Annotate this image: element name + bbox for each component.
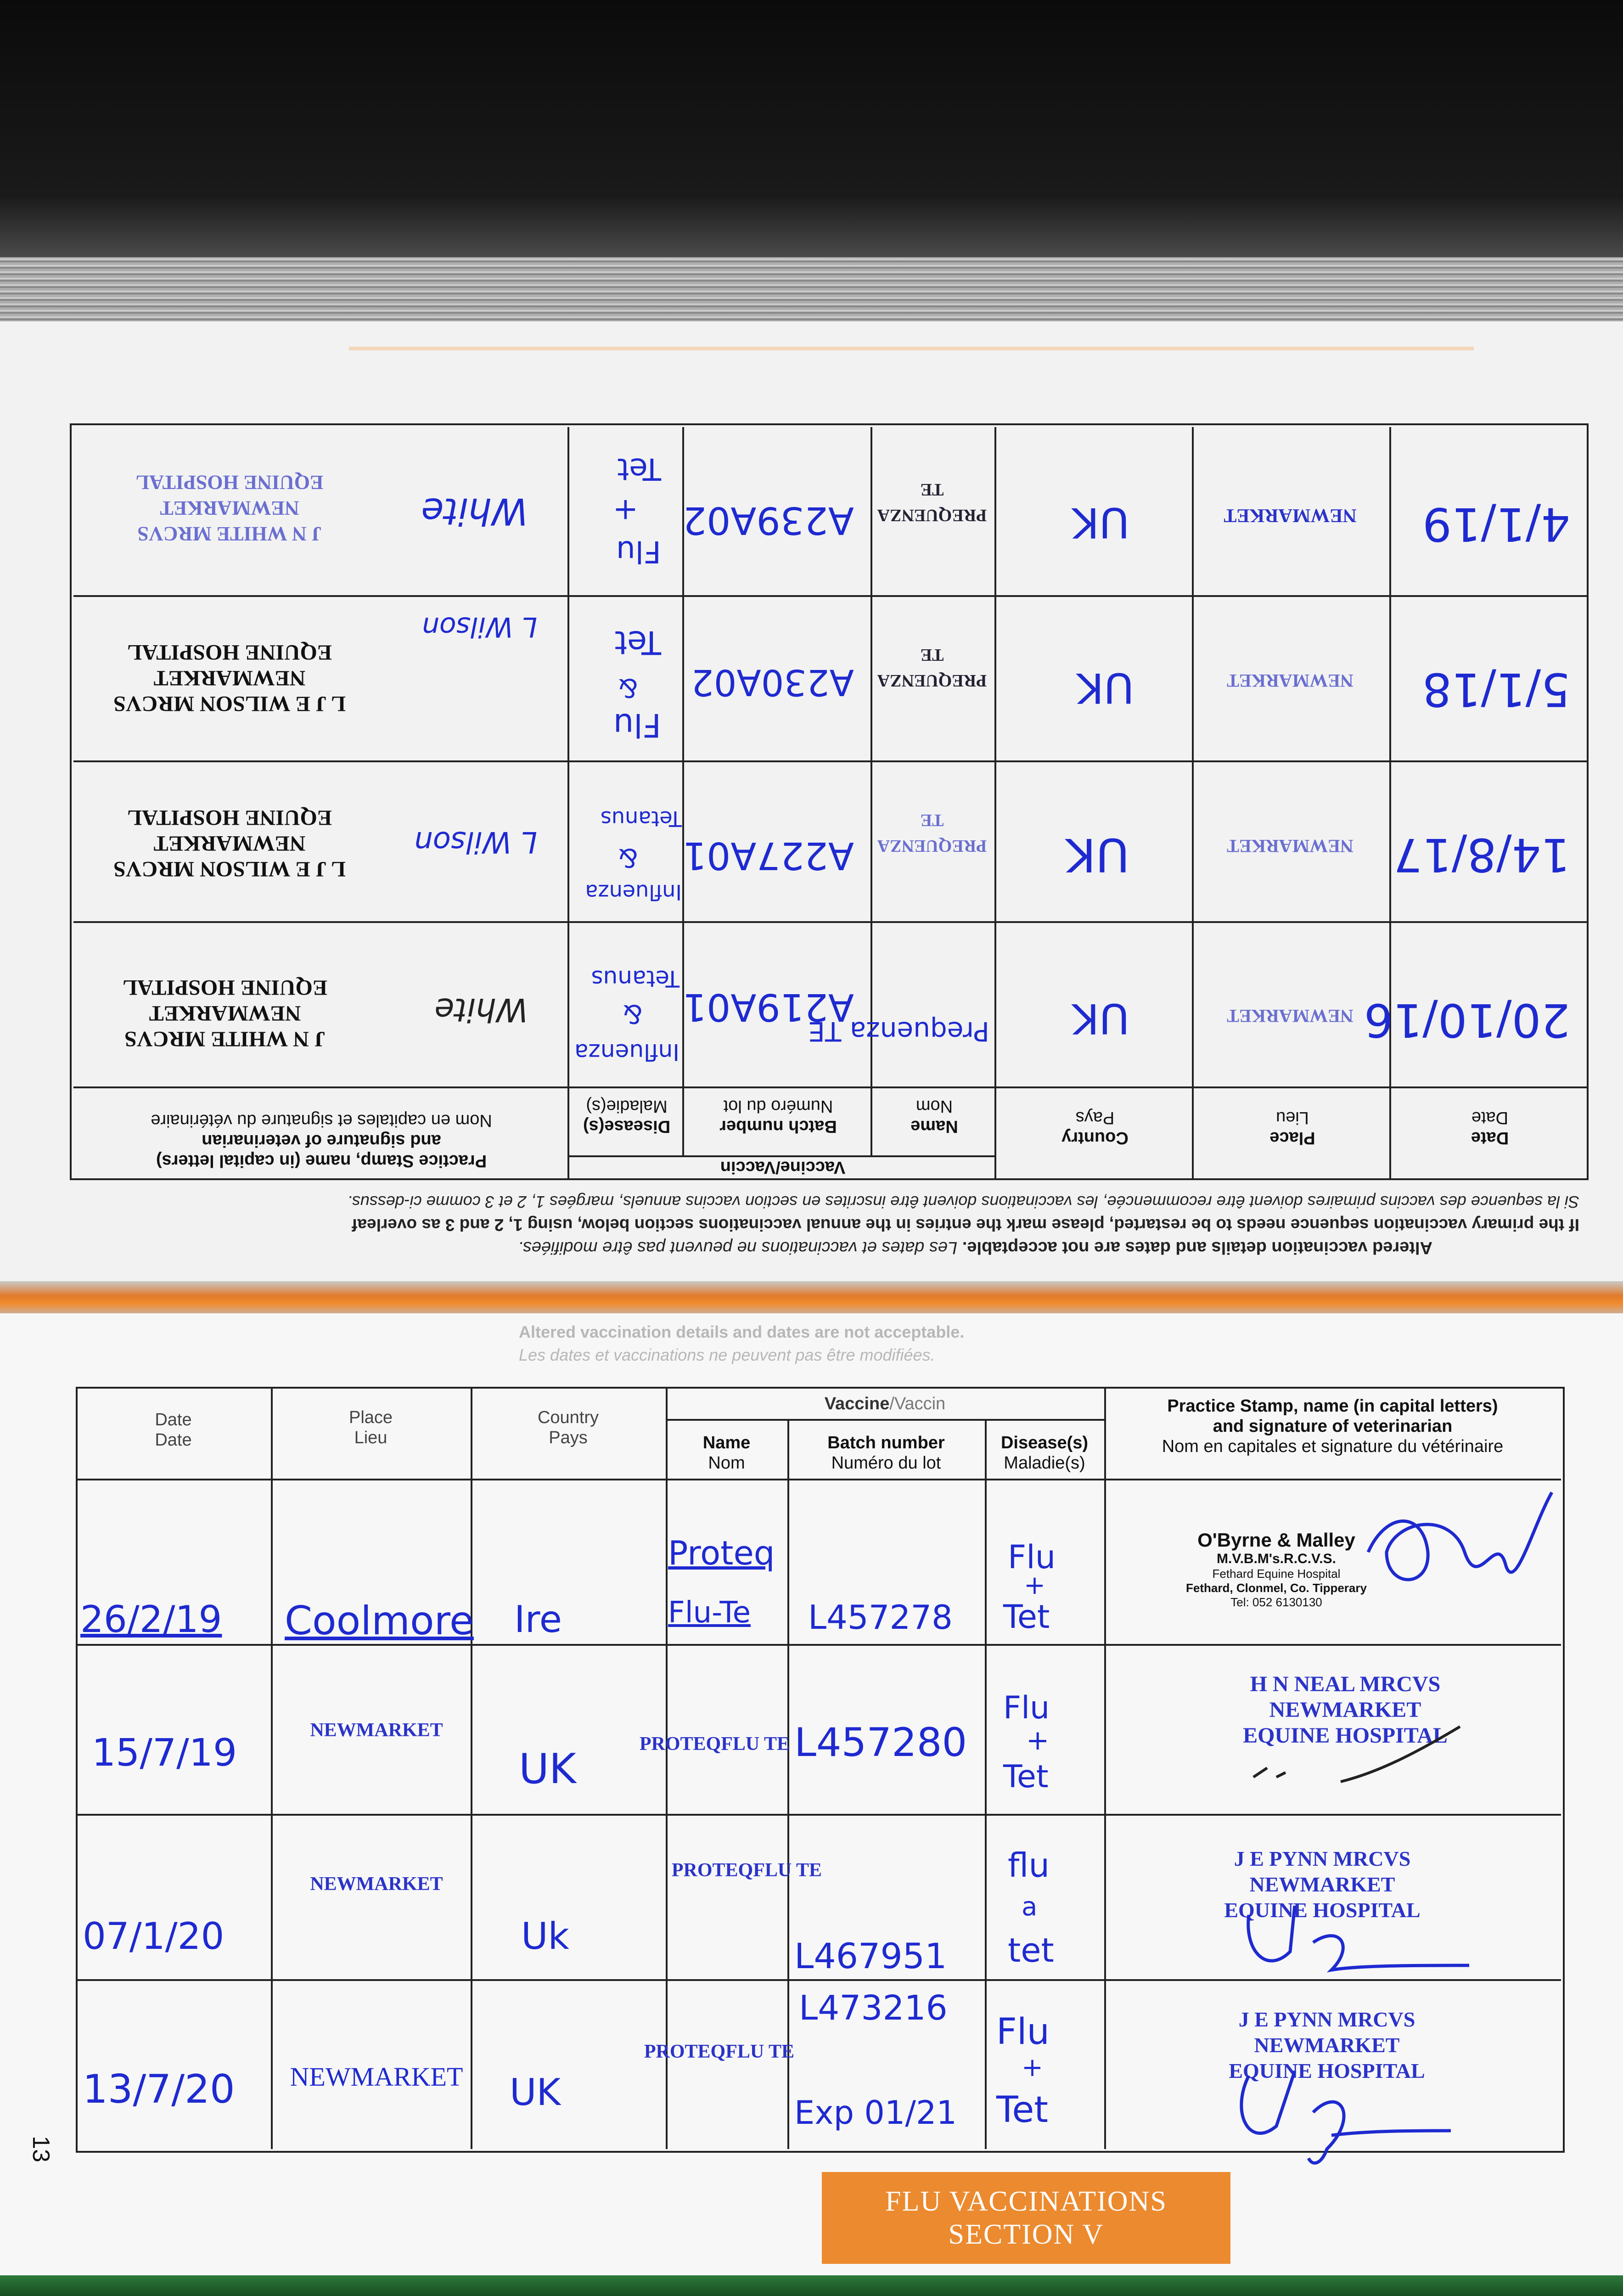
lower-row3-disease3: tet (1008, 1931, 1054, 1970)
upper-row4-signature: White (421, 490, 528, 533)
upper-row4-batch: A239A02 (682, 498, 854, 542)
upper-header-name: Name Nom (910, 1097, 958, 1136)
lower-header-vaccine: Vaccine/Vaccin (824, 1394, 946, 1413)
lower-row4-batch: L473216 (799, 1988, 948, 2028)
upper-row1-batch: A219A01 (682, 985, 854, 1029)
lower-header-batch: Batch number Numéro du lot (827, 1433, 945, 1473)
notice-line1: Altered vaccination details and dates are not acceptable. Les dates et vaccinations ne peuvent pas être modifiées. (518, 1238, 1432, 1257)
scanner-edge (0, 2275, 1623, 2296)
lower-ghost-notice-fr: Les dates et vaccinations ne peuvent pas être modifiées. (519, 1345, 935, 1364)
lower-header-place: Place Lieu (348, 1408, 393, 1447)
upper-row3-place: NEWMARKET (1227, 670, 1353, 691)
upper-page-content (55, 413, 1607, 1286)
lower-row4-disease1: Flu (996, 2011, 1050, 2053)
page-tint-line (349, 347, 1474, 350)
upper-header-stamp: Practice Stamp, name (in capital letters) and signature of veterinarian Nom en capitales et signature du vétérinaire (151, 1111, 492, 1171)
upper-row1-disease2: & (623, 999, 643, 1029)
upper-row2-stamp: L J E WILSON MRCVS NEWMARKET EQUINE HOSPITAL (113, 805, 346, 881)
lower-row4-country: UK (510, 2071, 561, 2114)
lower-row2-country: UK (519, 1745, 576, 1793)
lower-header-country: Country Pays (537, 1408, 599, 1447)
upper-header-place: Place Lieu (1269, 1108, 1315, 1148)
lower-header-disease: Disease(s) Maladie(s) (1000, 1433, 1089, 1473)
upper-row3-date: 5/1/18 (1422, 663, 1570, 716)
upper-header-country: Country Pays (1061, 1108, 1129, 1148)
upper-row2-country: UK (1066, 828, 1129, 882)
book-gutter (0, 1281, 1623, 1318)
lower-row4-stamp: J E PYNN MRCVS NEWMARKET EQUINE HOSPITAL (1229, 2008, 1425, 2082)
page-number: 13 (27, 2136, 54, 2162)
upper-header-date: Date Date (1471, 1108, 1509, 1148)
upper-row3-disease2: & (618, 673, 638, 703)
upper-row1-date: 20/10/16 (1364, 993, 1570, 1047)
upper-row4-disease1: Flu (616, 534, 661, 569)
upper-row3-batch: A230A02 (691, 661, 854, 703)
lower-row2-batch: L457280 (794, 1720, 967, 1766)
lower-header-name: Name Nom (702, 1433, 751, 1473)
lower-row1-name: Proteq (668, 1534, 775, 1572)
upper-row2-place: NEWMARKET (1227, 836, 1353, 856)
lower-row1-stamp: O'Byrne & Malley M.V.B.M's.R.C.V.S. Fethard Equine Hospital Fethard, Clonmel, Co. Tipperary Tel: 052 6130130 (1186, 1529, 1367, 1609)
upper-row4-date: 4/1/19 (1422, 497, 1570, 551)
upper-row4-place: NEWMARKET (1224, 505, 1357, 526)
lower-ghost-notice-en: Altered vaccination details and dates are not acceptable. (519, 1322, 965, 1341)
lower-row1-disease1: Flu (1008, 1538, 1056, 1576)
upper-row3-name: PREQUENZA TE (877, 645, 987, 690)
upper-row4-country: UK (1072, 498, 1129, 546)
upper-row3-disease3: Tet (614, 624, 661, 661)
page-stack-edge (0, 257, 1623, 331)
lower-row2-disease2: + (1026, 1724, 1050, 1756)
scan-background (0, 0, 1623, 280)
upper-row2-signature: L Wilson (414, 825, 537, 859)
lower-row1-disease3: Tet (1003, 1598, 1050, 1636)
lower-row1-batch: L457278 (808, 1598, 953, 1637)
upper-row3-signature: L Wilson (421, 611, 537, 643)
lower-row4-signature (1221, 2057, 1460, 2167)
lower-row1-disease2: + (1024, 1570, 1045, 1600)
upper-row2-disease2: & (618, 843, 638, 872)
lower-row2-disease3: Tet (1003, 1759, 1049, 1795)
upper-row3-stamp: L J E WILSON MRCVS NEWMARKET EQUINE HOSPITAL (113, 640, 346, 716)
lower-row2-place: NEWMARKET (310, 1720, 443, 1741)
section-label: FLU VACCINATIONS SECTION V (822, 2172, 1230, 2264)
lower-row3-batch: L467951 (794, 1936, 947, 1976)
upper-row1-place: NEWMARKET (1227, 1006, 1353, 1026)
upper-row1-country: UK (1072, 994, 1129, 1042)
upper-row1-stamp: J N WHITE MRCVS NEWMARKET EQUINE HOSPITAL (123, 975, 327, 1051)
lower-row1-place: Coolmore (285, 1598, 474, 1644)
lower-row4-name: PROTEQFLU TE (644, 2041, 794, 2062)
upper-row3-country: UK (1077, 664, 1134, 712)
lower-row1-date: 26/2/19 (80, 1598, 222, 1641)
lower-header-date: Date Date (155, 1410, 192, 1450)
notice-line3: Si la sequence des vaccins primaires doivent être recommencée, les vaccinations doivent être inscrites en section vaccins annuels, margées 1, 2 et 3 comme ci-dessus. (347, 1193, 1579, 1211)
lower-row4-disease2: + (1022, 2053, 1043, 2082)
lower-row1-country: Ire (514, 1598, 562, 1641)
lower-header-stamp: Practice Stamp, name (in capital letters) and signature of veterinarian Nom en capitales et signature du vétérinaire (1162, 1396, 1504, 1456)
upper-row2-batch: A227A01 (682, 833, 854, 877)
lower-row2-disease1: Flu (1003, 1690, 1050, 1726)
upper-row2-date: 14/8/17 (1393, 828, 1570, 882)
lower-row4-place: NEWMARKET (290, 2062, 463, 2092)
upper-row4-stamp: J N WHITE MRCVS NEWMARKET EQUINE HOSPITAL (135, 471, 324, 545)
lower-row3-signature (1240, 1896, 1478, 1979)
lower-row4-disease3: Tet (996, 2089, 1048, 2131)
upper-row4-name: PREQUENZA TE (877, 480, 987, 525)
upper-row1-disease1: Influenza (574, 1039, 680, 1065)
upper-row4-disease3: Tet (617, 451, 661, 487)
lower-row3-disease1: flu (1008, 1846, 1050, 1885)
lower-row3-name: PROTEQFLU TE (671, 1860, 822, 1881)
upper-row1-signature: White (434, 991, 528, 1029)
notice-line2: If the primary vaccination sequence needs to be restarted, please mark the entries in the annual vaccinations section below, using 1, 2 and 3 as overleaf (352, 1216, 1579, 1234)
lower-row2-stamp: H N NEAL MRCVS NEWMARKET EQUINE HOSPITAL (1243, 1672, 1448, 1748)
upper-row2-name: PREQUENZA TE (877, 810, 987, 855)
lower-row2-date: 15/7/19 (92, 1731, 237, 1775)
lower-row3-date: 07/1/20 (83, 1915, 225, 1958)
lower-row2-name: PROTEQFLU TE (639, 1733, 790, 1755)
lower-row1-signature (1359, 1483, 1561, 1621)
upper-row2-disease1: Influenza (585, 880, 682, 905)
lower-row3-place: NEWMARKET (310, 1874, 443, 1895)
lower-row4-date: 13/7/20 (83, 2066, 235, 2112)
lower-row4-batch2: Exp 01/21 (794, 2094, 957, 2132)
upper-header-disease: Disease(s) Maladie(s) (583, 1097, 671, 1136)
upper-row1-name: Prequenza TE (808, 1016, 989, 1047)
lower-row2-signature (1240, 1717, 1469, 1791)
upper-row3-disease1: Flu (613, 706, 661, 744)
upper-header-batch: Batch number Numéro du lot (719, 1097, 837, 1136)
upper-row4-disease2: + (612, 493, 638, 528)
upper-header-vaccine: Vaccine/Vaccin (720, 1158, 846, 1177)
upper-row2-disease3: Tetanus (600, 806, 682, 831)
lower-row3-disease2: a (1022, 1892, 1038, 1922)
upper-row1-disease3: Tetanus (591, 965, 680, 992)
lower-row3-country: Uk (521, 1915, 569, 1958)
lower-row1-name2: Flu-Te (668, 1596, 751, 1630)
lower-row3-stamp: J E PYNN MRCVS NEWMARKET EQUINE HOSPITAL (1224, 1847, 1421, 1922)
